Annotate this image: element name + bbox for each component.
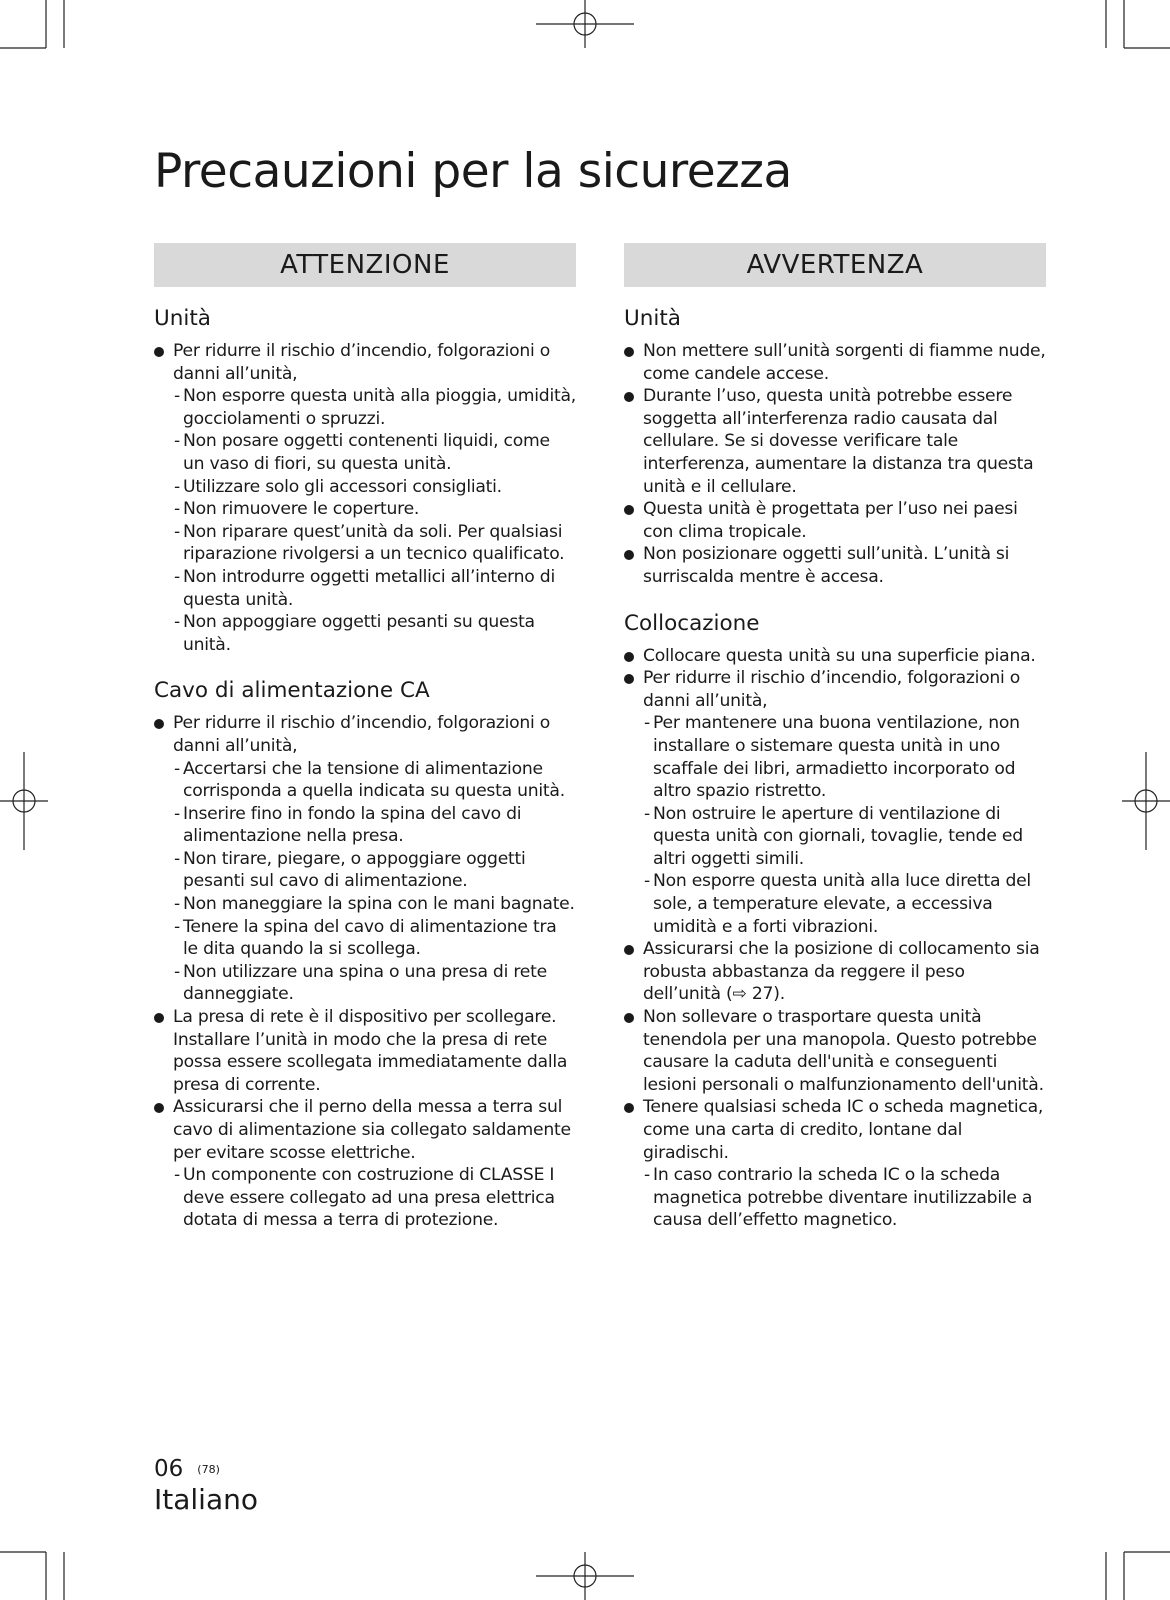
avvertenza-banner: AVVERTENZA: [624, 243, 1046, 287]
sub-item: - Non maneggiare la spina con le mani bagnate.: [174, 893, 576, 916]
bullet-text: Per ridurre il rischio d’incendio, folgorazioni o danni all’unità,: [173, 713, 551, 756]
sub-item: - Non esporre questa unità alla pioggia, umidità, gocciolamenti o spruzzi.: [174, 385, 576, 430]
bullet-text: Collocare questa unità su una superficie piana.: [643, 645, 1036, 666]
page-number-value: 06: [154, 1456, 184, 1482]
bullet-item: [624, 1006, 1046, 1096]
bullet-item: [624, 645, 1046, 668]
section-heading: Collocazione: [624, 610, 760, 636]
section-collocazione: [624, 609, 1046, 1232]
bullet-text: Questa unità è progettata per l’uso nei paesi con clima tropicale.: [643, 499, 1018, 542]
page-title: Precauzioni per la sicurezza: [154, 144, 792, 199]
sub-item: - Non ostruire le aperture di ventilazione di questa unità con giornali, tovaglie, tende ed altri oggetti simili.: [644, 803, 1046, 871]
bullet-item: [154, 712, 576, 1006]
bullet-item: [154, 1006, 576, 1096]
bullet-dot-icon: [154, 347, 164, 357]
sub-item: - Per mantenere una buona ventilazione, non installare o sistemare questa unità in uno scaffale dei libri, armadietto incorporato od altro spazio ristretto.: [644, 712, 1046, 802]
sub-item: - Non tirare, piegare, o appoggiare oggetti pesanti sul cavo di alimentazione.: [174, 848, 576, 893]
bullet-item: [624, 498, 1046, 543]
sub-item: - Non riparare quest’unità da soli. Per qualsiasi riparazione rivolgersi a un tecnico qualificato.: [174, 521, 576, 566]
sub-item: - Utilizzare solo gli accessori consigliati.: [174, 476, 576, 499]
sub-item: - Non introdurre oggetti metallici all’interno di questa unità.: [174, 566, 576, 611]
bullet-text: Per ridurre il rischio d’incendio, folgorazioni o danni all’unità,: [643, 668, 1021, 711]
bullet-text: Assicurarsi che il perno della messa a terra sul cavo di alimentazione sia collegato saldamente per evitare scosse elettriche.: [173, 1097, 571, 1163]
bullet-dot-icon: [154, 1013, 164, 1023]
bullet-dot-icon: [624, 392, 634, 402]
section-heading: Unità: [154, 306, 211, 331]
bullet-item: [624, 938, 1046, 1006]
sub-item: - Non utilizzare una spina o una presa di rete danneggiate.: [174, 961, 576, 1006]
bullet-item: [624, 340, 1046, 385]
bullet-dot-icon: [624, 550, 634, 560]
sub-item: - Tenere la spina del cavo di alimentazione tra le dita quando la si scollega.: [174, 916, 576, 961]
bullet-dot-icon: [624, 1103, 634, 1113]
section-unita-attenzione: [154, 304, 576, 656]
sub-item: - In caso contrario la scheda IC o la scheda magnetica potrebbe diventare inutilizzabile a causa dell’effetto magnetico.: [644, 1164, 1046, 1232]
sub-item: - Non rimuovere le coperture.: [174, 498, 576, 521]
bullet-text: Per ridurre il rischio d’incendio, folgorazioni o danni all’unità,: [173, 341, 551, 384]
section-heading: Unità: [624, 306, 681, 331]
avvertenza-column: [624, 243, 1046, 1252]
bullet-text: Durante l’uso, questa unità potrebbe essere soggetta all’interferenza radio causata dal cellulare. Se si dovesse verificare tale interferenza, aumentare la distanza tra questa unità e il cellulare.: [643, 386, 1034, 497]
bullet-text: Assicurarsi che la posizione di collocamento sia robusta abbastanza da reggere il peso dell’unità (⇨ 27).: [643, 939, 1040, 1005]
sub-item: - Inserire fino in fondo la spina del cavo di alimentazione nella presa.: [174, 803, 576, 848]
attenzione-column: [154, 243, 576, 1252]
sub-item: - Un componente con costruzione di CLASSE I deve essere collegato ad una presa elettrica dotata di messa a terra di protezione.: [174, 1164, 576, 1232]
bullet-text: Non posizionare oggetti sull’unità. L’unità si surriscalda mentre è accesa.: [643, 544, 1010, 587]
bullet-dot-icon: [624, 945, 634, 955]
bullet-text: Non mettere sull’unità sorgenti di fiamme nude, come candele accese.: [643, 341, 1046, 384]
language-label: Italiano: [154, 1483, 258, 1516]
page-number: [154, 1456, 220, 1482]
section-cavo-alimentazione: [154, 676, 576, 1232]
bullet-dot-icon: [624, 505, 634, 515]
bullet-dot-icon: [154, 1103, 164, 1113]
bullet-item: [154, 1096, 576, 1232]
bullet-text: Non sollevare o trasportare questa unità tenendola per una manopola. Questo potrebbe causare la caduta dell'unità e conseguenti lesioni personali o malfunzionamento dell'unità.: [643, 1007, 1044, 1095]
bullet-dot-icon: [624, 347, 634, 357]
bullet-dot-icon: [624, 1013, 634, 1023]
bullet-item: [624, 667, 1046, 938]
bullet-item: [624, 543, 1046, 588]
bullet-dot-icon: [154, 719, 164, 729]
bullet-item: [154, 340, 576, 656]
section-heading: Cavo di alimentazione CA: [154, 678, 430, 704]
bullet-text: Tenere qualsiasi scheda IC o scheda magnetica, come una carta di credito, lontane dal giradischi.: [643, 1097, 1044, 1163]
bullet-item: [624, 1096, 1046, 1232]
bullet-item: [624, 385, 1046, 498]
bullet-text: La presa di rete è il dispositivo per scollegare. Installare l’unità in modo che la presa di rete possa essere scollegata immediatamente dalla presa di corrente.: [173, 1007, 568, 1095]
sub-item: - Non posare oggetti contenenti liquidi, come un vaso di fiori, su questa unità.: [174, 430, 576, 475]
page-number-small: (78): [197, 1463, 220, 1476]
sub-item: - Non appoggiare oggetti pesanti su questa unità.: [174, 611, 576, 656]
sub-item: - Accertarsi che la tensione di alimentazione corrisponda a quella indicata su questa unità.: [174, 758, 576, 803]
section-unita-avvertenza: [624, 304, 1046, 589]
bullet-dot-icon: [624, 652, 634, 662]
bullet-dot-icon: [624, 674, 634, 684]
attenzione-banner: ATTENZIONE: [154, 243, 576, 287]
sub-item: - Non esporre questa unità alla luce diretta del sole, a temperature elevate, a eccessiva umidità e a forti vibrazioni.: [644, 870, 1046, 938]
